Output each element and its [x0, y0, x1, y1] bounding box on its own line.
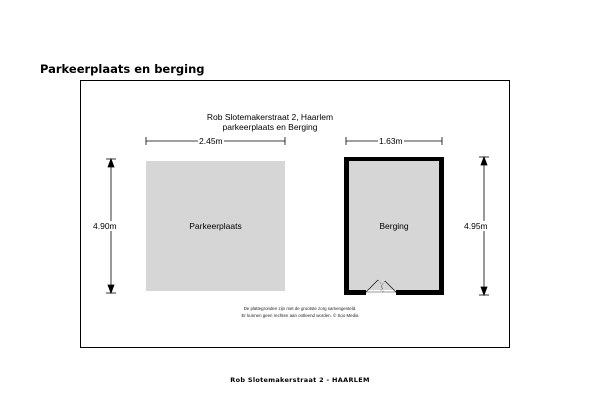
disclaimer [170, 305, 430, 319]
storage-depth-label: 4.95m [464, 221, 488, 231]
page-heading: Parkeerplaats en berging [40, 62, 205, 76]
parking-label: Parkeerplaats [189, 221, 242, 231]
parking-depth-label: 4.90m [93, 221, 117, 231]
storage-label: Berging [379, 221, 409, 231]
parking-width-label: 2.45m [199, 136, 223, 146]
disclaimer-line-1: De plattegronden zijn met de grootste zorg samengesteld. [243, 306, 357, 311]
footer-address: Rob Slotemakerstraat 2 - HAARLEM [230, 376, 370, 384]
plan-title-subtitle: parkeerplaats en Berging [222, 122, 318, 132]
disclaimer-line-2: Er kunnen geen rechten aan ontleend worden. © Soo Media [241, 313, 359, 318]
plan-title-address: Rob Slotemakerstraat 2, Haarlem [206, 112, 334, 122]
storage-width-label: 1.63m [379, 136, 403, 146]
